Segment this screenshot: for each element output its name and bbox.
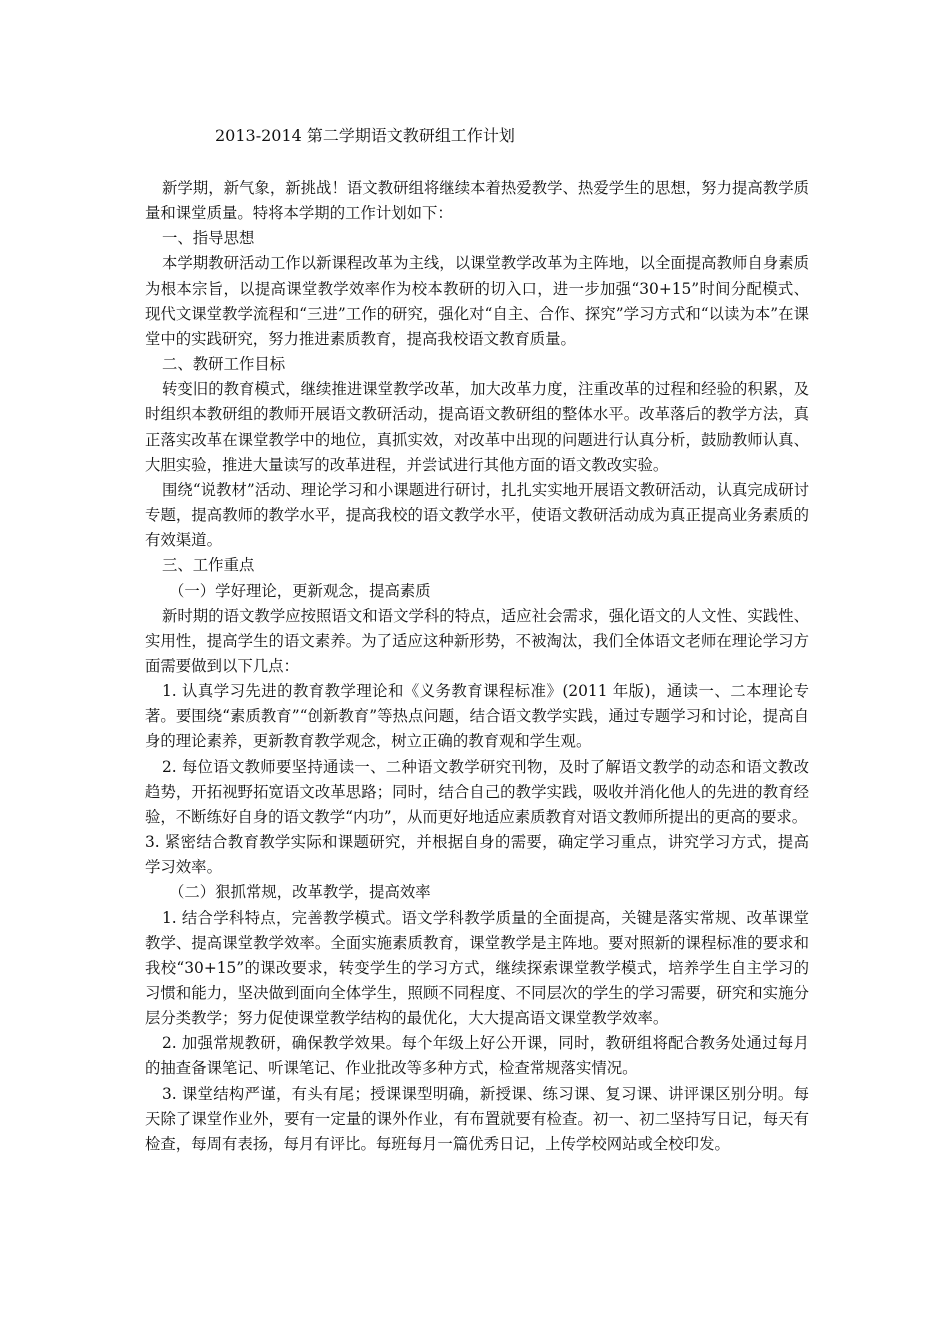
paragraph: 本学期教研活动工作以新课程改革为主线，以课堂教学改革为主阵地，以全面提高教师自身素质为根本宗旨，以提高课堂教学效率作为校本教研的切入口，进一步加强“30+15”时间分配模式、现代文课堂教学流程和“三进”工作的研究，强化对“自主、合作、探究”学习方式和“以读为本”在课堂中的实践研究，努力推进素质教育，提高我校语文教育质量。 xyxy=(145,254,809,348)
list-item: 1. 结合学科特点，完善教学模式。语文学科教学质量的全面提高，关键是落实常规、改革课堂教学、提高课堂教学效率。全面实施素质教育，课堂教学是主阵地。要对照新的课程标准的要求和我校“30+15”的课改要求，转变学生的学习方式，继续探索课堂教学模式，培养学生自主学习的习惯和能力，坚决做到面向全体学生，照顾不同程度、不同层次的学生的学习需要，研究和实施分层分类教学；努力促使课堂教学结构的最优化，大大提高语文课堂教学效率。 xyxy=(145,908,809,1028)
section-heading: 二、教研工作目标 xyxy=(162,355,286,374)
paragraph: 转变旧的教育模式，继续推进课堂教学改革，加大改革力度，注重改革的过程和经验的积累，及时组织本教研组的教师开展语文教研活动，提高语文教研组的整体水平。改革落后的教学方法，真正落实改革在课堂教学中的地位，真抓实效，对改革中出现的问题进行认真分析，鼓励教师认真、大胆实验，推进大量读写的改革进程，并尝试进行其他方面的语文教改实验。 xyxy=(145,380,809,474)
subsection-heading: （一）学好理论，更新观念，提高素质 xyxy=(169,581,431,600)
list-item: 1. 认真学习先进的教育教学理论和《义务教育课程标准》(2011 年版)，通读一、二本理论专著。要围绕“素质教育”“创新教育”等热点问题，结合语文教学实践，通过专题学习和讨论，提高自身的理论素养，更新教育教学观念，树立正确的教育观和学生观。 xyxy=(145,682,809,751)
list-item: 2. 加强常规教研，确保教学效果。每个年级上好公开课，同时，教研组将配合教务处通过每月的抽查备课笔记、听课笔记、作业批改等多种方式，检查常规落实情况。 xyxy=(145,1034,809,1078)
section-heading: 一、指导思想 xyxy=(162,229,255,248)
document-body xyxy=(145,176,809,1157)
list-item: 3. 课堂结构严谨，有头有尾；授课课型明确，新授课、练习课、复习课、讲评课区别分明。每天除了课堂作业外，要有一定量的课外作业，有布置就要有检查。初一、初二坚持写日记，每天有检查，每周有表扬，每月有评比。每班每月一篇优秀日记，上传学校网站或全校印发。 xyxy=(145,1084,809,1153)
list-item: 2. 每位语文教师要坚持通读一、二种语文教学研究刊物，及时了解语文教学的动态和语文教改趋势，开拓视野拓宽语文改革思路；同时，结合自己的教学实践，吸收并消化他人的先进的教育经验，不断练好自身的语文教学“内功”，从而更好地适应素质教育对语文教师所提出的更高的要求。 xyxy=(145,757,809,826)
document-title: 2013-2014 第二学期语文教研组工作计划 xyxy=(215,126,515,145)
paragraph: 围绕“说教材”活动、理论学习和小课题进行研讨，扎扎实实地开展语文教研活动，认真完成研讨专题，提高教师的教学水平，提高我校的语文教学水平，使语文教研活动成为真正提高业务素质的有效渠道。 xyxy=(145,480,809,550)
section-heading: 三、工作重点 xyxy=(162,556,255,575)
paragraph: 新学期，新气象，新挑战！语文教研组将继续本着热爱教学、热爱学生的思想，努力提高教学质量和课堂质量。特将本学期的工作计划如下： xyxy=(145,179,809,223)
subsection-heading: （二）狠抓常规，改革教学，提高效率 xyxy=(169,883,431,902)
list-item: 3. 紧密结合教育教学实际和课题研究，并根据自身的需要，确定学习重点，讲究学习方式，提高学习效率。 xyxy=(145,833,809,877)
paragraph: 新时期的语文教学应按照语文和语文学科的特点，适应社会需求，强化语文的人文性、实践性、实用性，提高学生的语文素养。为了适应这种新形势，不被淘汰，我们全体语文老师在理论学习方面需要做到以下几点： xyxy=(145,606,809,675)
